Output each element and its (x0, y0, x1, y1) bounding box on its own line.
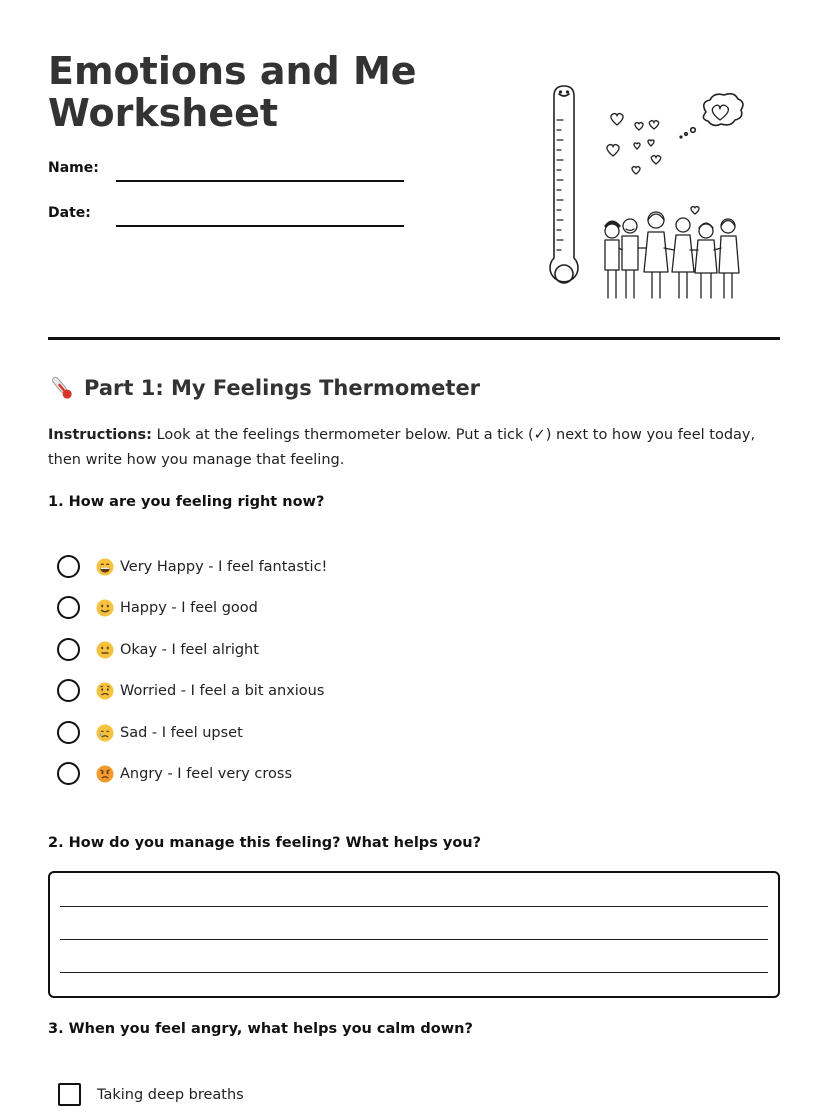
thermometer-drawing-icon (550, 86, 578, 283)
part1-heading: Part 1: My Feelings Thermometer (48, 374, 480, 402)
question-3: 3. When you feel angry, what helps you calm down? (48, 1021, 473, 1037)
checkbox[interactable] (58, 1083, 81, 1106)
hearts-icon (607, 114, 699, 214)
feelings-illustration (540, 80, 750, 310)
date-field[interactable] (116, 225, 404, 227)
radio-button[interactable] (57, 596, 80, 619)
answer-line (60, 939, 768, 940)
radio-button[interactable] (57, 721, 80, 744)
question-1: 1. How are you feeling right now? (48, 494, 325, 510)
thermometer-icon (48, 374, 76, 402)
radio-button[interactable] (57, 555, 80, 578)
thought-bubble-icon (680, 94, 743, 138)
radio-button[interactable] (57, 679, 80, 702)
date-label: Date: (48, 205, 91, 221)
name-label: Name: (48, 160, 99, 176)
option-deep-breaths[interactable] (58, 1083, 244, 1106)
radio-button[interactable] (57, 762, 80, 785)
neutral-face-icon (96, 641, 114, 659)
option-angry[interactable] (57, 762, 292, 785)
option-label: Angry - I feel very cross (120, 765, 293, 782)
answer-line (60, 906, 768, 907)
worksheet-title: Emotions and Me Worksheet (48, 49, 417, 135)
grinning-face-icon (96, 558, 114, 576)
people-holding-hands-icon (605, 212, 739, 298)
question-2: 2. How do you manage this feeling? What helps you? (48, 835, 482, 851)
option-label: Okay - I feel alright (120, 641, 259, 658)
angry-face-icon (96, 765, 114, 783)
name-field[interactable] (116, 180, 404, 182)
option-label: Very Happy - I feel fantastic! (120, 558, 328, 575)
option-very-happy[interactable] (57, 555, 327, 578)
worried-face-icon (96, 682, 114, 700)
option-label: Happy - I feel good (120, 599, 258, 616)
option-happy[interactable] (57, 596, 258, 619)
instructions-text: Instructions: Look at the feelings thermometer below. Put a tick (✓) next to how you feel today, then write how you manage that feeling. (48, 427, 756, 468)
radio-button[interactable] (57, 638, 80, 661)
option-sad[interactable] (57, 721, 243, 744)
answer-line (60, 972, 768, 973)
option-label: Sad - I feel upset (120, 724, 243, 741)
answer-box[interactable] (48, 871, 780, 998)
section-divider (48, 337, 780, 340)
option-label: Worried - I feel a bit anxious (120, 682, 325, 699)
option-label: Taking deep breaths (97, 1086, 244, 1103)
smiling-face-icon (96, 599, 114, 617)
option-okay[interactable] (57, 638, 259, 661)
option-worried[interactable] (57, 679, 324, 702)
crying-face-icon (96, 724, 114, 742)
